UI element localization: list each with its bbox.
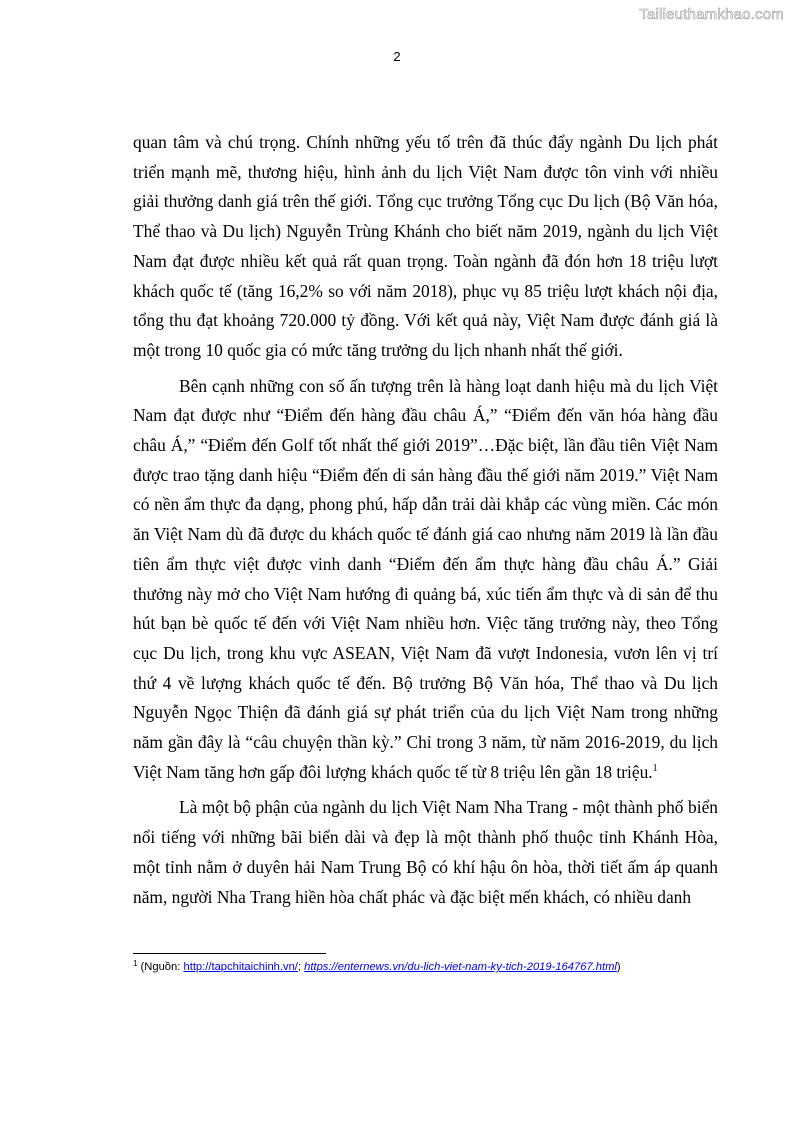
page-number: 2 bbox=[393, 49, 401, 64]
footnote-separator-text: ; bbox=[297, 961, 305, 973]
footnote-reference[interactable]: 1 bbox=[652, 762, 658, 774]
footnote-link-tapchitaichinh[interactable]: http://tapchitaichinh.vn/ bbox=[183, 961, 298, 973]
footnote-suffix: ) bbox=[616, 961, 621, 973]
body-text bbox=[133, 128, 718, 918]
footnote-separator bbox=[133, 953, 326, 954]
paragraph-1-text: quan tâm và chú trọng. Chính những yếu tố trên đã thúc đẩy ngành Du lịch phát triển mạnh mẽ, thương hiệu, hình ảnh du lịch Việt Nam được tôn vinh với nhiều giải thưởng danh giá trên thế giới. Tổng cục trưởng Tổng cục Du lịch (Bộ Văn hóa, Thể thao và Du lịch) Nguyễn Trùng Khánh cho biết năm 2019, ngành du lịch Việt Nam đạt được nhiều kết quả rất quan trọng. Toàn ngành đã đón hơn 18 triệu lượt khách quốc tế (tăng 16,2% so với năm 2018), phục vụ 85 triệu lượt khách nội địa, tổng thu đạt khoảng 720.000 tỷ đồng. Với kết quả này, Việt Nam được đánh giá là một trong 10 quốc gia có mức tăng trưởng du lịch nhanh nhất thế giới. bbox=[133, 132, 718, 360]
footnote-prefix: (Nguồn: bbox=[137, 961, 184, 973]
footnote bbox=[133, 961, 753, 973]
watermark: Tailieuthamkhao.com bbox=[639, 6, 784, 23]
paragraph-3-text: Là một bộ phận của ngành du lịch Việt Nam Nha Trang - một thành phố biển nổi tiếng với những bãi biển dài và đẹp là một thành phố thuộc tỉnh Khánh Hòa, một tỉnh nằm ở duyên hải Nam Trung Bộ có khí hậu ôn hòa, thời tiết ấm áp quanh năm, người Nha Trang hiền hòa chất phác và đặc biệt mến khách, có nhiều danh bbox=[133, 797, 718, 907]
paragraph-2-text: Bên cạnh những con số ấn tượng trên là hàng loạt danh hiệu mà du lịch Việt Nam đạt được như “Điểm đến hàng đầu châu Á,” “Điểm đến văn hóa hàng đầu châu Á,” “Điểm đến Golf tốt nhất thế giới 2019”…Đặc biệt, lần đầu tiên Việt Nam được trao tặng danh hiệu “Điểm đến di sản hàng đầu thế giới năm 2019.” Việt Nam có nền ẩm thực đa dạng, phong phú, hấp dẫn trải dài khắp các vùng miền. Các món ăn Việt Nam dù đã được du khách quốc tế đánh giá cao nhưng năm 2019 là lần đầu tiên ẩm thực việt được vinh danh “Điểm đến ẩm thực hàng đầu châu Á.” Giải thưởng này mở cho Việt Nam hướng đi quảng bá, xúc tiến ẩm thực và di sản để thu hút bạn bè quốc tế đến với Việt Nam nhiều hơn. Việc tăng trưởng này, theo Tổng cục Du lịch, trong khu vực ASEAN, Việt Nam đã vượt Indonesia, vươn lên vị trí thứ 4 về lượng khách quốc tế đến. Bộ trưởng Bộ Văn hóa, Thể thao và Du lịch Nguyễn Ngọc Thiện đã đánh giá sự phát triển của du lịch Việt Nam trong những năm gần đây là “câu chuyện thần kỳ.” Chỉ trong 3 năm, từ năm 2016-2019, du lịch Việt Nam tăng hơn gấp đôi lượng khách quốc tế từ 8 triệu lên gần 18 triệu. bbox=[133, 375, 718, 782]
paragraph-2 bbox=[133, 372, 718, 788]
paragraph-1 bbox=[133, 128, 718, 366]
footnote-link-enternews[interactable]: https://enternews.vn/du-lich-viet-nam-ky-tich-2019-164767.html bbox=[304, 961, 617, 973]
paragraph-3 bbox=[133, 793, 718, 912]
footnote-marker: 1 bbox=[133, 959, 138, 968]
